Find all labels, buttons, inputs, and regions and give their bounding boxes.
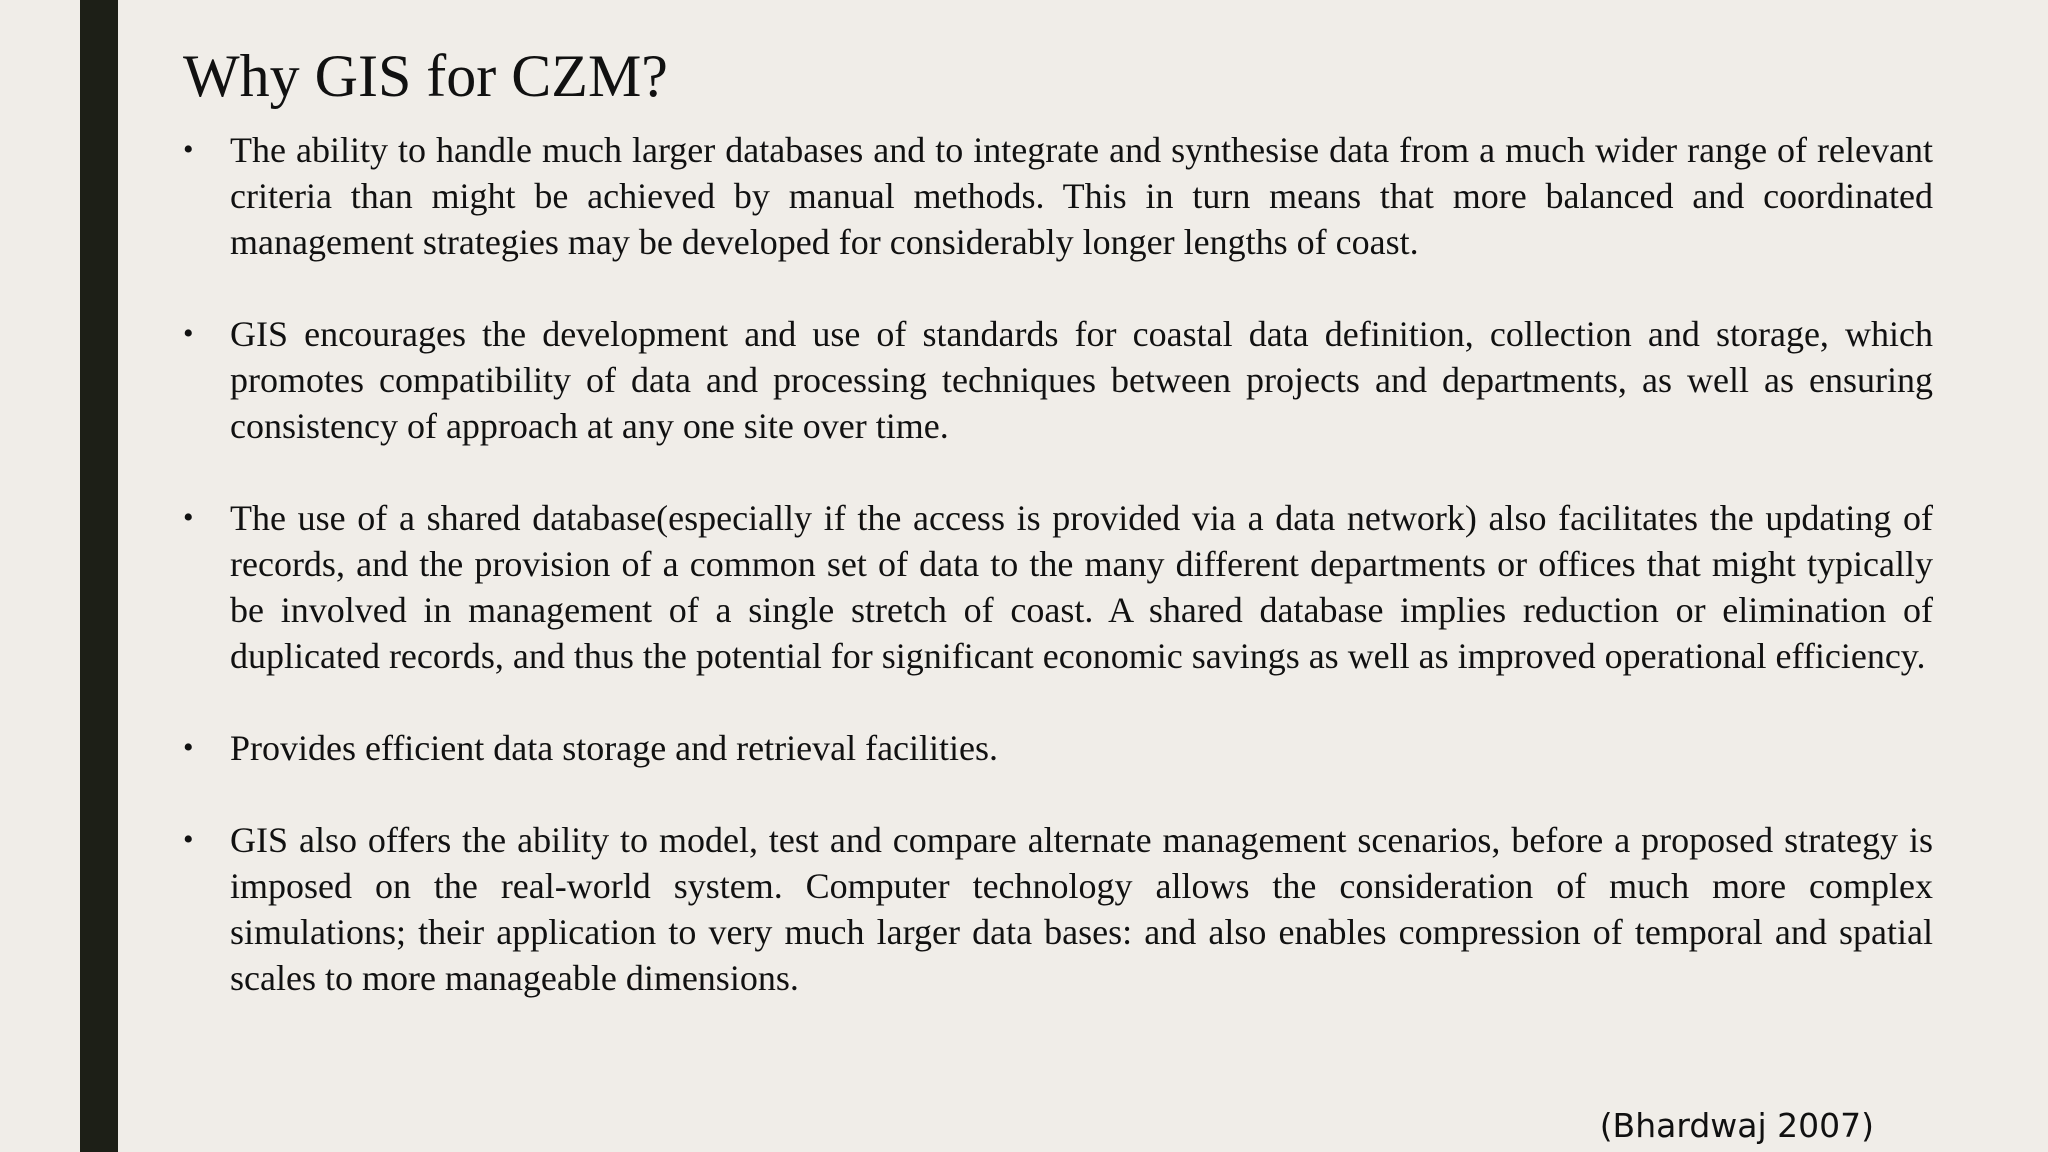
- bullet-icon: •: [183, 501, 194, 534]
- citation: (Bhardwaj 2007): [1599, 1106, 1874, 1145]
- bullet-icon: •: [183, 133, 194, 166]
- bullet-item: [183, 817, 1933, 1001]
- left-accent-bar: [80, 0, 118, 1152]
- bullet-item: [183, 725, 1933, 771]
- bullet-icon: •: [183, 731, 194, 764]
- bullet-icon: •: [183, 823, 194, 856]
- bullet-text: GIS encourages the development and use of standards for coastal data definition, collection and storage, which promotes compatibility of data and processing techniques between projects and departments, as well as ensuring consistency of approach at any one site over time.: [230, 314, 1933, 446]
- bullet-text: The ability to handle much larger databases and to integrate and synthesise data from a much wider range of relevant criteria than might be achieved by manual methods. This in turn means that more balanced and coordinated management strategies may be developed for considerably longer lengths of coast.: [230, 130, 1933, 262]
- bullet-item: [183, 495, 1933, 679]
- bullet-text: GIS also offers the ability to model, test and compare alternate management scenarios, before a proposed strategy is imposed on the real-world system. Computer technology allows the consideration of much more complex simulations; their application to very much larger data bases: and also enables compression of temporal and spatial scales to more manageable dimensions.: [230, 820, 1933, 998]
- bullet-list: [183, 127, 1933, 1047]
- bullet-text: Provides efficient data storage and retrieval facilities.: [230, 728, 999, 768]
- bullet-item: [183, 127, 1933, 265]
- slide-title: Why GIS for CZM?: [183, 43, 668, 109]
- bullet-item: [183, 311, 1933, 449]
- bullet-icon: •: [183, 317, 194, 350]
- bullet-text: The use of a shared database(especially if the access is provided via a data network) also facilitates the updating of records, and the provision of a common set of data to the many different departments or offices that might typically be involved in management of a single stretch of coast. A shared database implies reduction or elimination of duplicated records, and thus the potential for significant economic savings as well as improved operational efficiency.: [230, 498, 1933, 676]
